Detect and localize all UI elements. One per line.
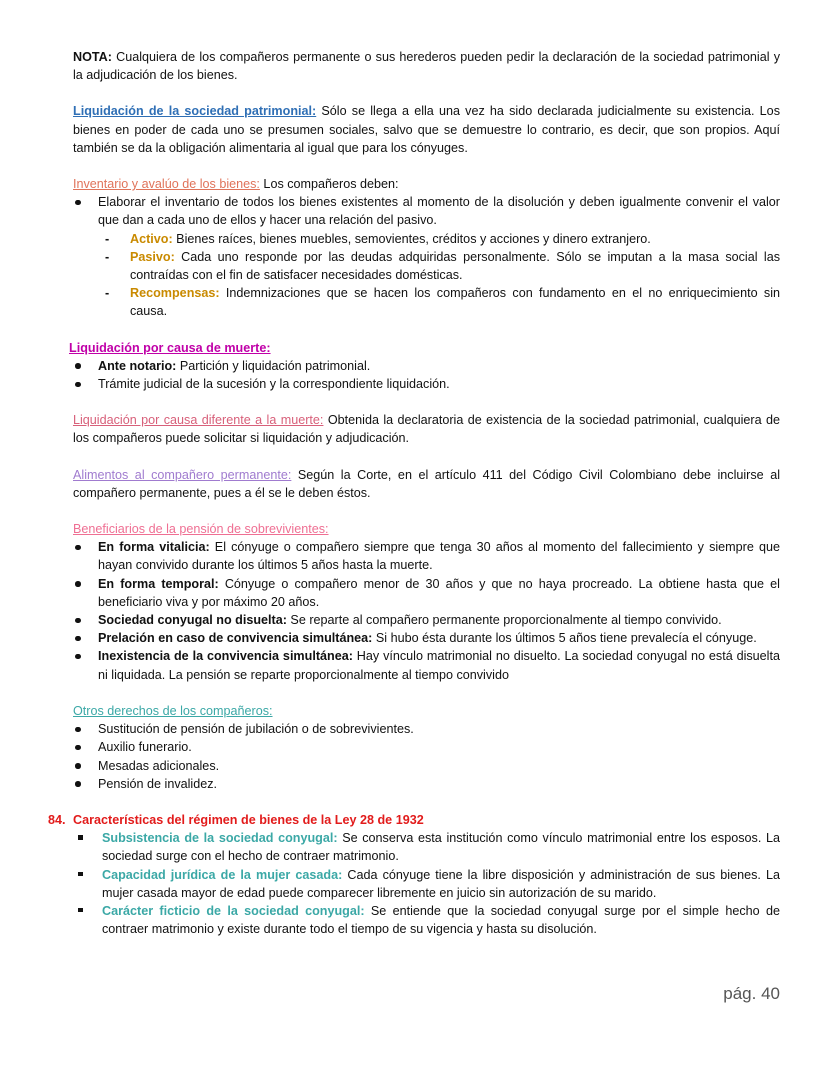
- otros-heading-line: [73, 702, 780, 720]
- inventario-list: [73, 193, 780, 320]
- liquidacion-diferente-text: Obtenida la declaratoria de existencia de la sociedad patrimonial, cualquiera de los compañeros puede solicitar si liquidación y adjudicación.: [73, 413, 780, 446]
- nota-paragraph: [73, 48, 780, 84]
- pasivo-text: Cada uno responde por las deudas adquiridas personalmente. Sólo se imputan a la masa social las contraídas con el fin de satisfacer necesidades domésticas.: [130, 249, 780, 283]
- caracter-label: Carácter ficticio de la sociedad conyugal:: [102, 903, 365, 918]
- inventario-bullet-text: Elaborar el inventario de todos los bienes existentes al momento de la disolución y deben igualmente convenir el valor que dan a cada uno de ellos y hacer una relación del pasivo.: [98, 195, 780, 228]
- recompensas-text: Indemnizaciones que se hacen los compañeros con fundamento en el no enriquecimiento sin causa.: [130, 286, 780, 319]
- caracter-text: Se entiende que la sociedad conyugal surge por el simple hecho de contraer matrimonio y existe durante todo el tiempo de su vigencia y hasta su disolución.: [102, 903, 780, 937]
- beneficiarios-heading-line: [73, 520, 780, 538]
- beneficiarios-heading: Beneficiarios de la pensión de sobrevivientes:: [73, 522, 329, 537]
- list-item: [73, 193, 780, 320]
- list-item: [73, 248, 780, 284]
- ante-notario-label: Ante notario:: [98, 358, 177, 373]
- section-84-list: [73, 829, 780, 938]
- temporal-text: Cónyuge o compañero menor de 30 años y que no haya procreado. La obtiene hasta que el beneficiario viva y por máximo 20 años.: [98, 576, 780, 609]
- liquidacion-diferente-paragraph: [73, 411, 780, 447]
- list-item: [73, 357, 780, 375]
- list-item: [73, 538, 780, 574]
- list-item: Sustitución de pensión de jubilación o de sobrevivientes.: [73, 720, 780, 738]
- vitalicia-text: El cónyuge o compañero siempre que tenga 30 años al momento del fallecimiento y siempre que hayan convivido durante los últimos 5 años hasta la muerte.: [98, 540, 780, 573]
- inventario-sublist: [73, 230, 780, 321]
- list-item: [73, 902, 780, 938]
- inexistencia-text: Hay vínculo matrimonial no disuelto. La sociedad conyugal no está disuelta ni liquidada. La pensión se reparte proporcionalmente al tiempo convivido: [98, 649, 780, 682]
- prelacion-text: Si hubo ésta durante los últimos 5 años tiene prevalecía el cónyuge.: [372, 631, 757, 646]
- list-item: [73, 375, 780, 393]
- beneficiarios-list: [73, 538, 780, 684]
- section-84-number: 84.: [48, 812, 66, 827]
- list-item: [73, 230, 780, 248]
- inexistencia-label: Inexistencia de la convivencia simultánea:: [98, 649, 353, 664]
- liquidacion-muerte-list: [73, 357, 780, 393]
- recompensas-label: Recompensas:: [130, 286, 220, 301]
- tramite-judicial-text: Trámite judicial de la sucesión y la correspondiente liquidación.: [98, 377, 450, 392]
- section-84-heading: [48, 811, 780, 829]
- list-item: [73, 611, 780, 629]
- alimentos-paragraph: [73, 466, 780, 502]
- list-item: [73, 829, 780, 865]
- no-disuelta-label: Sociedad conyugal no disuelta:: [98, 613, 287, 628]
- liquidacion-patrimonial-heading: Liquidación de la sociedad patrimonial:: [73, 104, 317, 119]
- temporal-label: En forma temporal:: [98, 576, 219, 591]
- vitalicia-label: En forma vitalicia:: [98, 540, 210, 555]
- inventario-intro: [73, 175, 780, 193]
- liquidacion-patrimonial-paragraph: [73, 102, 780, 157]
- subsistencia-text: Se conserva esta institución como vínculo matrimonial entre los esposos. La sociedad surge con el hecho de contraer matrimonio.: [102, 831, 780, 864]
- activo-text: Bienes raíces, bienes muebles, semovientes, créditos y acciones y dinero extranjero.: [172, 231, 651, 246]
- inventario-heading: Inventario y avalúo de los bienes:: [73, 177, 260, 192]
- list-item: [73, 647, 780, 683]
- capacidad-label: Capacidad jurídica de la mujer casada:: [102, 867, 343, 882]
- liquidacion-muerte-heading: Liquidación por causa de muerte:: [69, 340, 271, 355]
- otros-list: [73, 720, 780, 793]
- list-item: [73, 575, 780, 611]
- document-page: [48, 48, 780, 938]
- alimentos-heading: Alimentos al compañero permanente:: [73, 467, 292, 482]
- list-item: Mesadas adicionales.: [73, 757, 780, 775]
- otros-heading: Otros derechos de los compañeros:: [73, 703, 273, 718]
- pasivo-label: Pasivo:: [130, 249, 175, 264]
- ante-notario-text: Partición y liquidación patrimonial.: [176, 358, 371, 373]
- nota-label: NOTA:: [73, 50, 112, 64]
- prelacion-label: Prelación en caso de convivencia simultánea:: [98, 631, 373, 646]
- activo-label: Activo:: [130, 231, 173, 246]
- nota-text: Cualquiera de los compañeros permanente o sus herederos pueden pedir la declaración de la sociedad patrimonial y la adjudicación de los bienes.: [73, 50, 780, 83]
- subsistencia-label: Subsistencia de la sociedad conyugal:: [102, 831, 338, 846]
- list-item: [73, 866, 780, 902]
- list-item: [73, 629, 780, 647]
- list-item: Pensión de invalidez.: [73, 775, 780, 793]
- capacidad-text: Cada cónyuge tiene la libre disposición y administración de sus bienes. La mujer casada mayor de edad puede comparecer libremente en juicio sin autorización de su marido.: [102, 867, 780, 900]
- liquidacion-patrimonial-text: Sólo se llega a ella una vez ha sido declarada judicialmente su existencia. Los bienes en poder de cada uno se presumen sociales, salvo que se demuestre lo contrario, es decir, que son propios. Aquí también se da la obligación alimentaria al igual que para los cónyuges.: [73, 104, 780, 155]
- no-disuelta-text: Se reparte al compañero permanente proporcionalmente al tiempo convivido.: [286, 613, 722, 628]
- liquidacion-muerte-heading-line: [69, 339, 780, 357]
- liquidacion-diferente-heading: Liquidación por causa diferente a la muerte:: [73, 413, 324, 428]
- inventario-intro-text: Los compañeros deben:: [259, 177, 399, 192]
- list-item: [73, 284, 780, 320]
- list-item: Auxilio funerario.: [73, 738, 780, 756]
- section-84-title: Características del régimen de bienes de la Ley 28 de 1932: [73, 812, 424, 827]
- page-number: pág. 40: [723, 984, 780, 1003]
- alimentos-text: Según la Corte, en el artículo 411 del Código Civil Colombiano debe incluirse al compañero permanente, pues a él se le deben éstos.: [73, 467, 780, 500]
